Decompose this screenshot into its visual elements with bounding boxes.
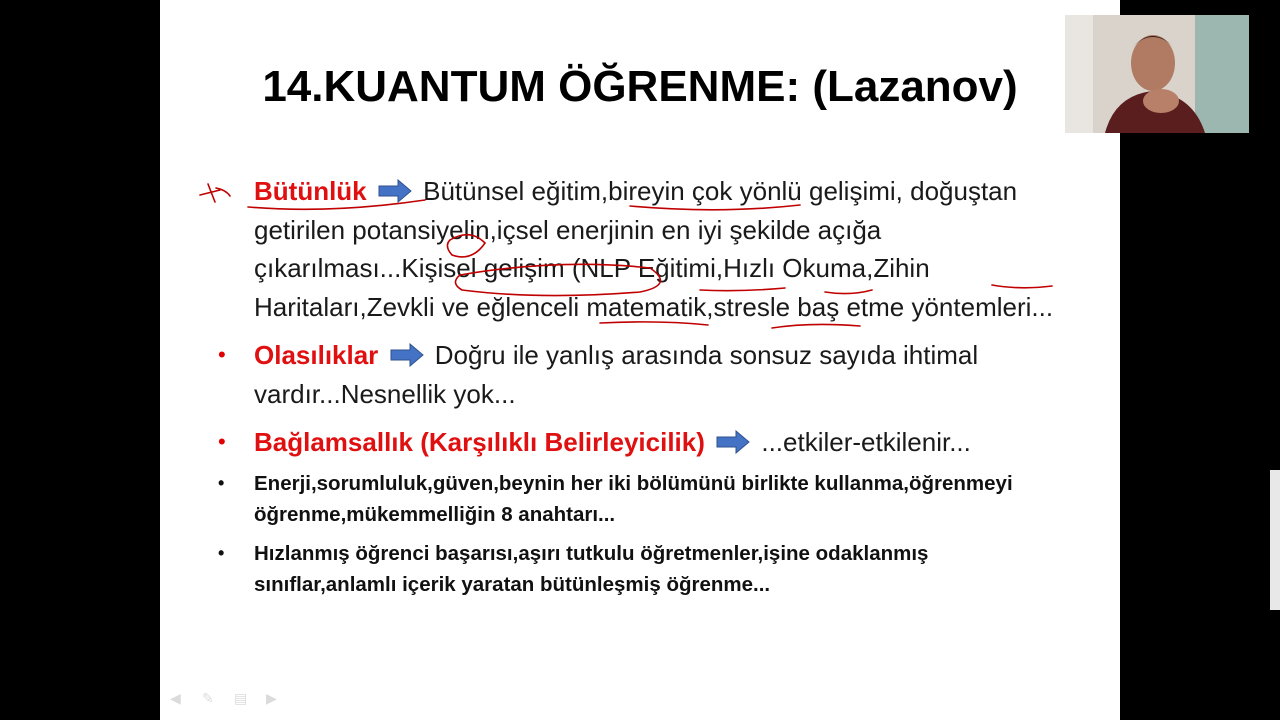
bullet-text: ...etkiler-etkilenir... [761, 427, 971, 457]
presenter-image [1065, 15, 1249, 133]
bullet-list [208, 172, 1068, 600]
slide [160, 0, 1120, 720]
right-arrow-icon [390, 343, 424, 367]
bullet-dot-icon: • [218, 472, 225, 493]
bullet-text: Doğru ile yanlış arasında sonsuz sayıda ihtimal vardır...Nesnellik yok... [254, 340, 979, 409]
bullet-key: Bağlamsallık (Karşılıklı Belirleyicilik) [254, 427, 705, 457]
bullet-key: Olasılıklar [254, 340, 379, 370]
bullet-olasiliklar [208, 336, 1068, 413]
next-slide-icon[interactable]: ▶ [266, 690, 277, 706]
bullet-dot-icon: • [218, 429, 226, 454]
slide-title: 14.KUANTUM ÖĞRENME: (Lazanov) [262, 62, 1018, 111]
bullet-text: Bütünsel eğitim,bireyin çok yönlü gelişimi, doğuştan getirilen potansiyelin,içsel enerjinin en iyi şekilde açığa çıkarılması...Kişisel gelişim (NLP Eğitimi,Hızlı Okuma,Zihin Haritaları,Zevkli ve eğlenceli matematik,stresle baş etme yöntemleri... [254, 176, 1054, 322]
pen-icon[interactable]: ✎ [202, 690, 214, 706]
bullet-butunluk [208, 172, 1068, 326]
bullet-key: Bütünlük [254, 176, 367, 206]
scrollbar[interactable] [1270, 470, 1280, 610]
menu-icon[interactable]: ▤ [234, 690, 248, 706]
bullet-dot-icon: • [218, 342, 226, 367]
right-arrow-icon [378, 179, 412, 203]
prev-slide-icon[interactable]: ◀ [170, 690, 181, 706]
bullet-dot-icon: • [218, 542, 225, 563]
bullet-text: Enerji,sorumluluk,güven,beynin her iki bölümünü birlikte kullanma,öğrenmeyi öğrenme,mükemmelliğin 8 anahtarı... [254, 471, 1013, 526]
webcam-video [1065, 15, 1249, 133]
bullet-baglamsallik [208, 423, 1068, 462]
bullet-text: Hızlanmış öğrenci başarısı,aşırı tutkulu öğretmenler,işine odaklanmış sınıflar,anlamlı içerik yaratan bütünleşmiş öğrenme... [254, 541, 929, 596]
bullet-enerji [208, 468, 1068, 530]
slide-nav-controls[interactable] [170, 690, 284, 704]
right-arrow-icon [716, 430, 750, 454]
bullet-hizlanmis [208, 538, 1068, 600]
